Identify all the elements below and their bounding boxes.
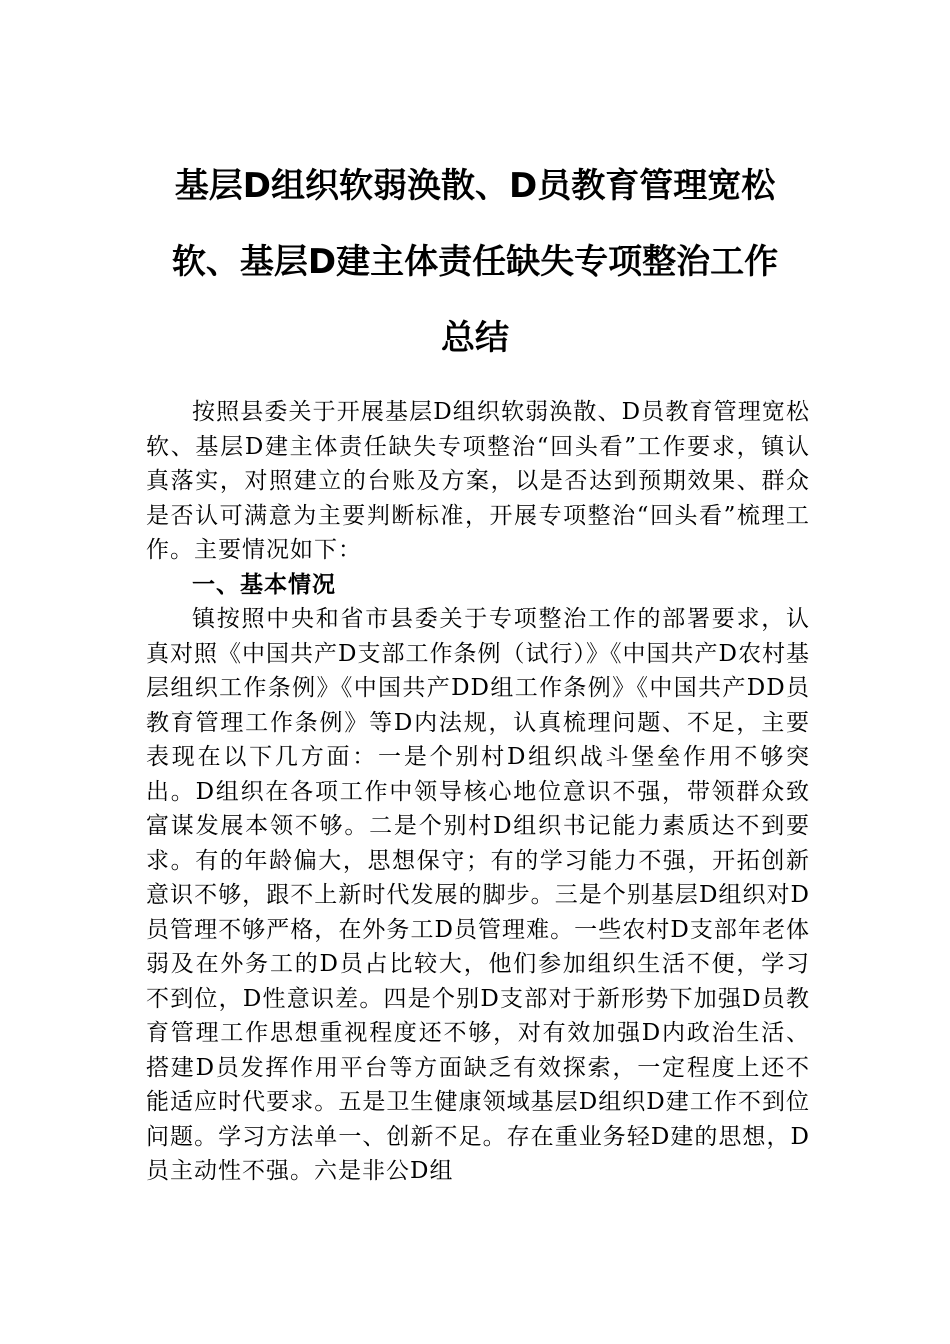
title-line-2: 软、基层D建主体责任缺失专项整治工作 [171,242,779,282]
title-line-3: 总结 [441,318,509,358]
document-body [146,395,810,1189]
title-line-1: 基层D组织软弱涣散、D员教育管理宽松 [174,166,776,206]
section-paragraph-basic-situation: 镇按照中央和省市县委关于专项整治工作的部署要求，认真对照《中国共产D支部工作条例（试行）》《中国共产D农村基层组织工作条例》《中国共产DD组工作条例》《中国共产DD员教育管理工作条例》等D内法规，认真梳理问题、不足，主要表现在以下几方面：一是个别村D组织战斗堡垒作用不够突出。D组织在各项工作中领导核心地位意识不强，带领群众致富谋发展本领不够。二是个别村D组织书记能力素质达不到要求。有的年龄偏大，思想保守；有的学习能力不强，开拓创新意识不够，跟不上新时代发展的脚步。三是个别基层D组织对D员管理不够严格，在外务工D员管理难。一些农村D支部年老体弱及在外务工的D员占比较大，他们参加组织生活不便，学习不到位，D性意识差。四是个别D支部对于新形势下加强D员教育管理工作思想重视程度还不够，对有效加强D内政治生活、搭建D员发挥作用平台等方面缺乏有效探索，一定程度上还不能适应时代要求。五是卫生健康领域基层D组织D建工作不到位问题。学习方法单一、创新不足。存在重业务轻D建的思想，D员主动性不强。六是非公D组 [146,606,810,1184]
document-title [140,148,810,376]
intro-paragraph: 按照县委关于开展基层D组织软弱涣散、D员教育管理宽松软、基层D建主体责任缺失专项整治“回头看”工作要求，镇认真落实，对照建立的台账及方案，以是否达到预期效果、群众是否认可满意为主要判断标准，开展专项整治“回头看”梳理工作。主要情况如下： [146,399,810,563]
section-heading-basic-situation: 一、基本情况 [192,571,336,598]
